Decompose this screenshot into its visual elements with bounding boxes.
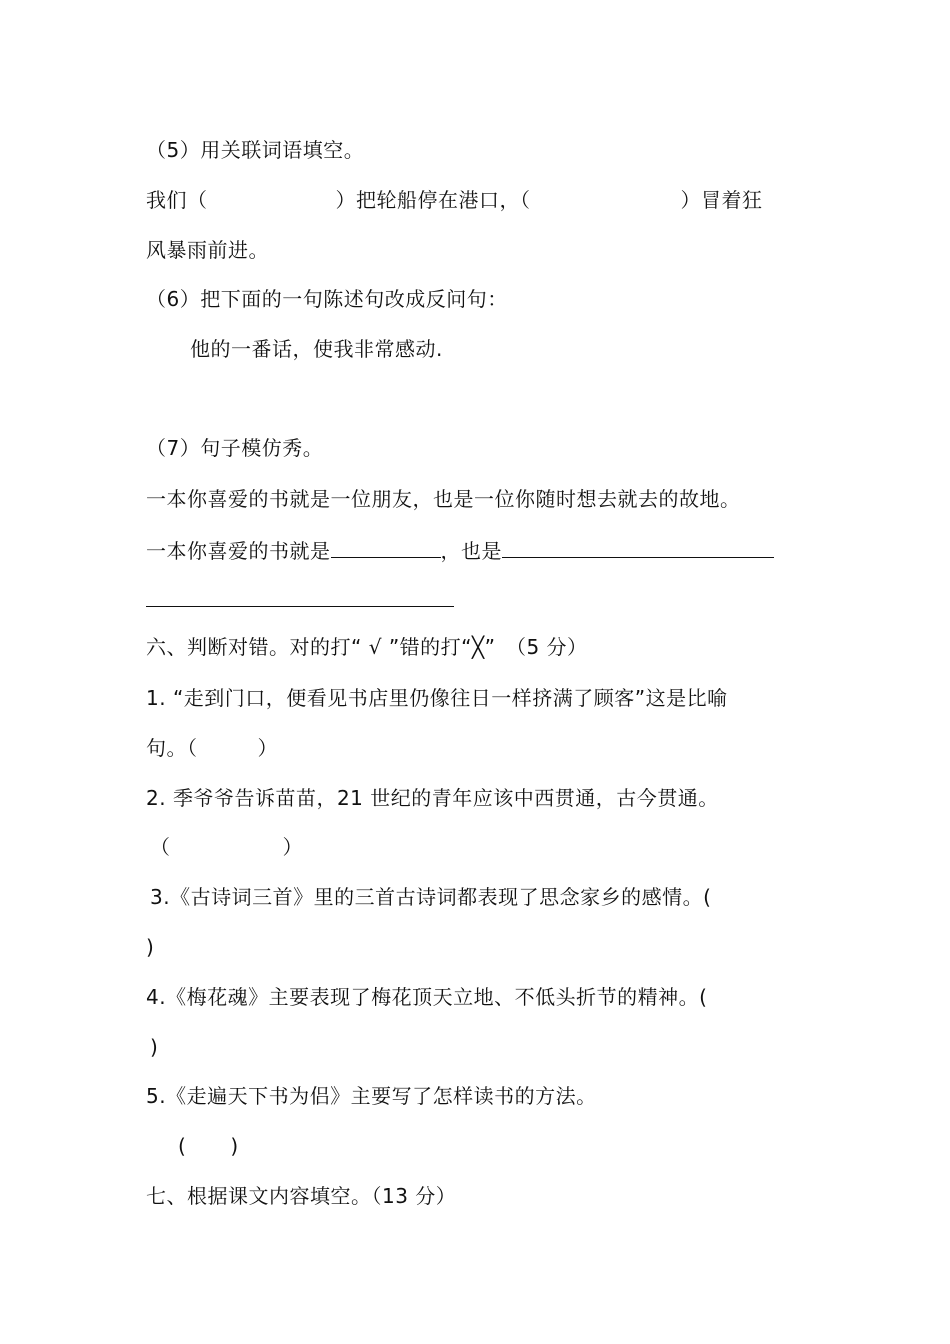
judge-item-5-open: ( [178,1134,187,1158]
imitation-blank-1[interactable] [331,535,441,558]
judge-item-5-line2 [178,1132,239,1160]
imitation-blank-3[interactable] [146,584,454,607]
judge-item-4-close: ) [150,1035,159,1059]
section7-heading: 七、根据课文内容填空。（13 分） [146,1184,457,1208]
judge-item-2-open: （ [150,835,171,859]
q5-sentence-line2: 风暴雨前进。 [146,238,269,262]
q5-part-c: ）冒着狂 [680,188,763,212]
q6-sentence: 他的一番话，使我非常感动. [190,337,443,361]
judge-item-4-line1: 4.《梅花魂》主要表现了梅花顶天立地、不低头折节的精神。( [146,985,708,1009]
judge-item-4-line2[interactable] [150,1033,158,1061]
judge-item-1-line2 [146,734,278,762]
q6-title: （6）把下面的一句陈述句改成反问句： [146,287,508,311]
imitation-blank-2[interactable] [502,535,774,558]
q5-part-b: ）把轮船停在港口，（ [335,188,531,212]
judge-item-1-close: ） [257,736,278,760]
q7-title: （7）句子模仿秀。 [146,436,324,460]
judge-item-3-close: ) [146,935,155,959]
judge-item-3-line2[interactable] [146,933,154,961]
q5-title: （5）用关联词语填空。 [146,138,365,162]
q7-prompt-line [146,535,774,565]
q7-prompt-b: ，也是 [440,539,502,563]
judge-item-1-open: 句。（ [146,736,198,760]
q7-example: 一本你喜爱的书就是一位朋友，也是一位你随时想去就去的故地。 [146,487,741,511]
judge-item-3-line1: 3.《古诗词三首》里的三首古诗词都表现了思念家乡的感情。( [150,885,712,909]
judge-item-2-close: ） [282,835,303,859]
q5-sentence-line1 [146,186,763,214]
q7-prompt-a: 一本你喜爱的书就是 [146,539,331,563]
judge-item-2-line2 [150,833,303,861]
judge-item-2-line1: 2. 季爷爷告诉苗苗，21 世纪的青年应该中西贯通，古今贯通。 [146,786,719,810]
section6-heading: 六、判断对错。对的打“ √ ”错的打“╳” （5 分） [146,635,588,659]
judge-item-5-close: ) [230,1134,239,1158]
q5-part-a: 我们（ [146,188,208,212]
judge-item-1-line1: 1. “走到门口，便看见书店里仍像往日一样挤满了顾客”这是比喻 [146,686,728,710]
q7-continuation-line [146,584,454,614]
judge-item-5-line1: 5.《走遍天下书为侣》主要写了怎样读书的方法。 [146,1084,597,1108]
